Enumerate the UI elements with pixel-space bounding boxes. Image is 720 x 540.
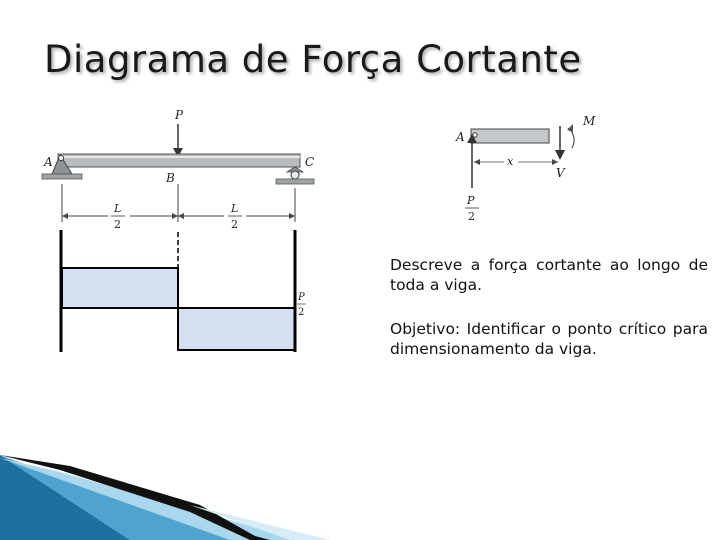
span-left-numerator: L xyxy=(114,202,122,215)
span-right-numerator: L xyxy=(231,202,239,215)
span-left-denominator: 2 xyxy=(114,218,121,231)
support-a-label: A xyxy=(44,155,53,169)
shear-positive-region xyxy=(62,268,178,308)
support-c-label: C xyxy=(305,155,315,169)
reaction-numerator: P xyxy=(467,194,475,207)
decorative-ribbon xyxy=(0,455,330,540)
shear-value-numerator: P xyxy=(298,292,305,303)
distance-label: x xyxy=(507,155,514,168)
roller-support-c xyxy=(276,167,314,184)
span-dimension xyxy=(62,184,295,222)
slide-title: Diagrama de Força Cortante xyxy=(44,38,582,81)
shear-value-denominator: 2 xyxy=(298,307,305,318)
beam xyxy=(58,154,300,167)
description-paragraph: Descreve a força cortante ao longo de toda a viga. xyxy=(390,256,708,294)
shear-negative-region xyxy=(178,308,295,350)
span-right-denominator: 2 xyxy=(231,218,238,231)
shear-label: V xyxy=(556,166,565,180)
objective-paragraph: Objetivo: Identificar o ponto crítico para dimensionamento da viga. xyxy=(390,320,708,358)
load-label: P xyxy=(175,108,184,122)
reaction-denominator: 2 xyxy=(468,210,475,223)
moment-label: M xyxy=(583,114,596,128)
shear-diagram xyxy=(61,230,295,352)
section-support-a-label: A xyxy=(456,130,465,144)
point-b-label: B xyxy=(166,171,175,185)
section-beam xyxy=(471,129,549,143)
